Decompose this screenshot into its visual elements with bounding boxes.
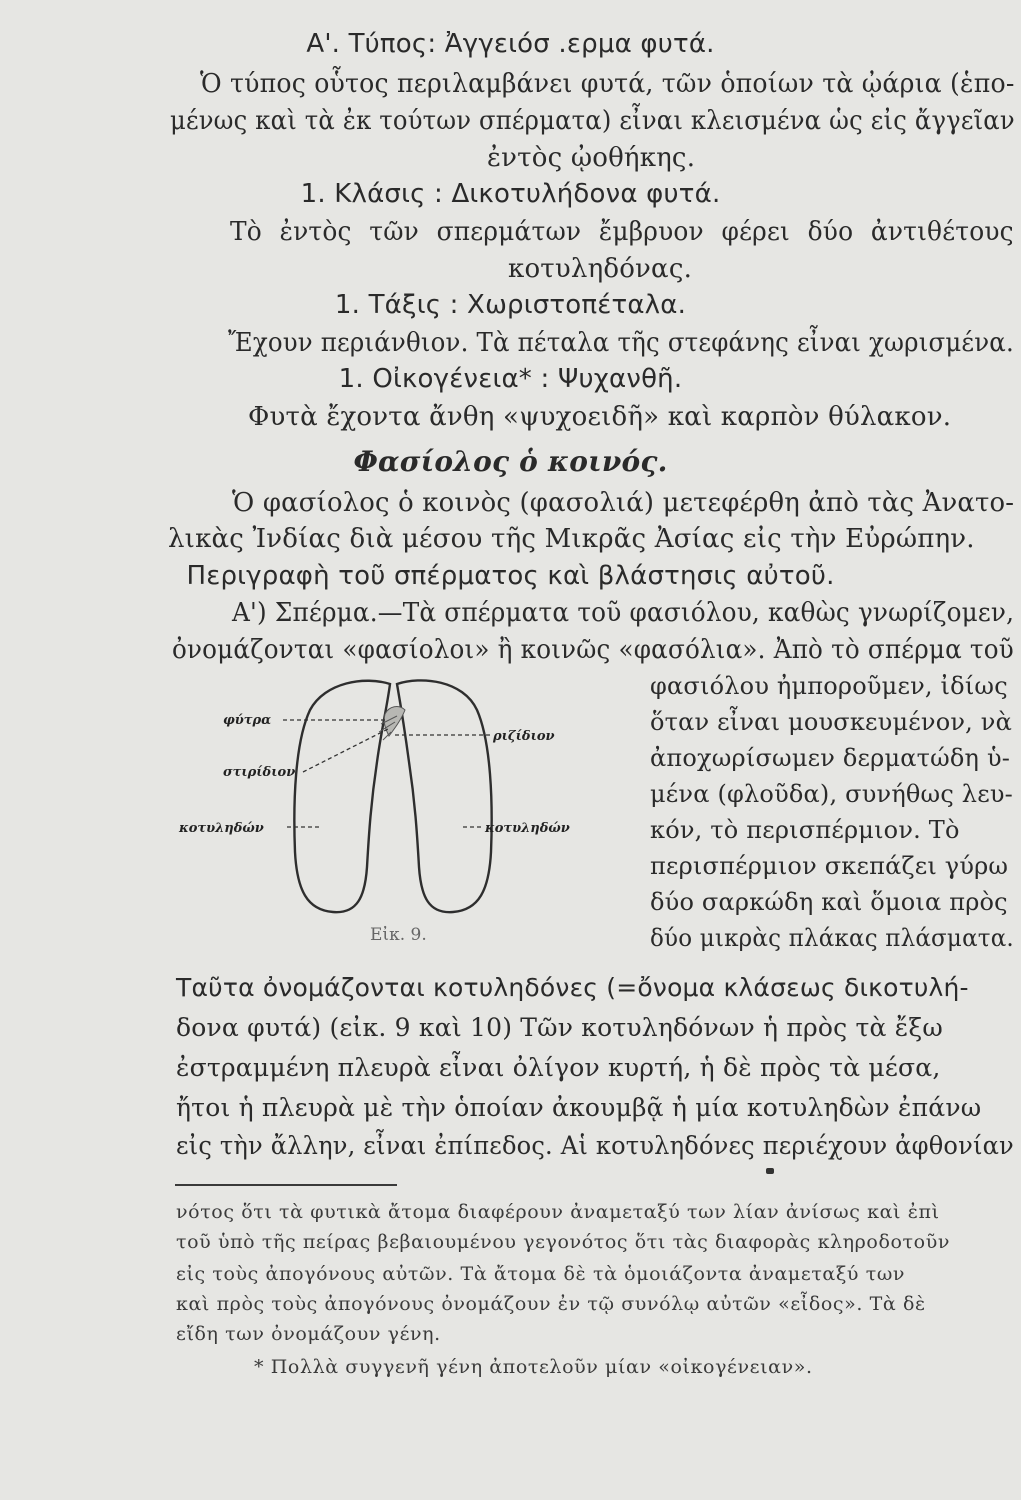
footnote-line-3: εἰς τοὺς ἀπογόνους αὐτῶν. Τὰ ἄτομα δὲ τὰ ὁμοιάζοντα ἀναμεταξύ των [176, 1263, 906, 1285]
section-title: Περιγραφὴ τοῦ σπέρματος καὶ βλάστησις αὐτοῦ. [186, 561, 835, 591]
order-heading: 1. Τάξις : Χωριστοπέταλα. [334, 290, 687, 320]
footnote-line-2: τοῦ ὑπὸ τῆς πείρας βεβαιουμένου γεγονότος ὅτι τὰς διαφορὰς κληροδοτοῦν [176, 1231, 951, 1253]
seed-rest-line-5: εἰς τὴν ἄλλην, εἶναι ἐπίπεδος. Αἱ κοτυληδόνες περιέχουν ἀφθονίαν [176, 1131, 1014, 1160]
type-heading: Α'. Τύπος: Ἀγγειόσ .ερμα φυτά. [306, 29, 715, 59]
figure-caption: Εἰκ. 9. [370, 925, 427, 945]
footnote-line-5: εἴδη των ὀνομάζουν γένη. [176, 1323, 441, 1345]
class-desc-line-2: κοτυληδόνας. [508, 254, 693, 284]
seed-side-line-4: μένα (φλοῦδα), συνήθως λευ- [650, 780, 1013, 808]
seed-diagram-svg [179, 662, 645, 952]
left-cotyledon-outline [294, 681, 390, 912]
seed-side-line-1: φασιόλου ἠμποροῦμεν, ἰδίως [650, 672, 1008, 700]
class-heading: 1. Κλάσις : Δικοτυλήδονα φυτά. [300, 179, 721, 209]
footnote-line-1: νότος ὅτι τὰ φυτικὰ ἄτομα διαφέρουν ἀναμεταξύ των λίαν ἀνίσως καὶ ἐπὶ [176, 1201, 940, 1223]
label-kot-right: κοτυληδών [485, 821, 570, 836]
order-desc: Ἔχουν περιάνθιον. Τὰ πέταλα τῆς στεφάνης εἶναι χωρισμένα. [228, 328, 1014, 358]
footnote-line-4: καὶ πρὸς τοὺς ἀπογόνους ὀνομάζουν ἐν τῷ συνόλῳ αὐτῶν «εἶδος». Τὰ δὲ [176, 1293, 926, 1315]
family-desc: Φυτὰ ἔχοντα ἄνθη «ψυχοειδῆ» καὶ καρπὸν θύλακον. [248, 402, 952, 432]
figure-9-seed-diagram [179, 662, 645, 952]
species-intro-line-1: Ὁ φασίολος ὁ κοινὸς (φασολιά) μετεφέρθη ἀπὸ τὰς Ἀνατο- [232, 488, 1015, 518]
intro-text-1: Ὁ τύπος οὗτος περιλαμβάνει φυτά, τῶν ὁποίων τὰ ᾠάρια (ἑπο- [200, 69, 1015, 99]
intro-line-3: ἐντὸς ᾠοθήκης. [487, 143, 696, 173]
seed-side-line-5: κόν, τὸ περισπέρμιον. Τὸ [650, 816, 960, 844]
seed-side-line-3: ἀποχωρίσωμεν δερματώδη ὑ- [650, 744, 1011, 772]
label-stir: στιρίδιον [223, 765, 296, 780]
right-cotyledon-outline [397, 680, 492, 912]
seed-para-line-1: Α') Σπέρμα.—Τὰ σπέρματα τοῦ φασιόλου, καθὼς γνωρίζομεν, [232, 598, 1015, 628]
seed-side-line-6: περισπέρμιον σκεπάζει γύρω [650, 852, 1009, 880]
label-kot-left: κοτυληδών [179, 821, 264, 836]
seed-side-line-7: δύο σαρκώδη καὶ ὅμοια πρὸς [650, 888, 1008, 916]
footnote-rule [175, 1184, 397, 1186]
label-phytra: φύτρα [223, 713, 272, 728]
seed-side-line-8: δύο μικρὰς πλάκας πλάσματα. [650, 924, 1014, 952]
intro-text-2: μένως καὶ τὰ ἐκ τούτων σπέρματα) εἶναι κλεισμένα ὡς εἰς ἄγγεῖαν [170, 106, 1015, 136]
seed-rest-line-1: Ταῦτα ὀνομάζονται κοτυληδόνες (=ὄνομα κλάσεως δικοτυλή- [176, 973, 969, 1002]
species-intro-line-2: λικὰς Ἰνδίας διὰ μέσου τῆς Μικρᾶς Ἀσίας εἰς τὴν Εὐρώπην. [168, 524, 975, 554]
seed-rest-line-4: ἤτοι ἡ πλευρὰ μὲ τὴν ὁποίαν ἀκουμβᾷ ἡ μία κοτυληδὼν ἐπάνω [176, 1093, 982, 1122]
family-heading: 1. Οἰκογένεια* : Ψυχανθῆ. [338, 364, 683, 394]
seed-rest-line-3: ἐστραμμένη πλευρὰ εἶναι ὀλίγον κυρτή, ἡ δὲ πρὸς τὰ μέσα, [176, 1053, 941, 1082]
class-desc-line-1: Τὸ ἐντὸς τῶν σπερμάτων ἔμβρυον φέρει δύο ἀντιθέτους [230, 217, 1014, 247]
ink-mark [766, 1168, 774, 1174]
footnote-star: * Πολλὰ συγγενῆ γένη ἀποτελοῦν μίαν «οἰκογένειαν». [254, 1356, 813, 1378]
species-title: Φασίολος ὁ κοινός. [353, 445, 668, 478]
label-riz: ριζίδιον [493, 729, 555, 744]
seed-para-line-2: ὀνομάζονται «φασίολοι» ἢ κοινῶς «φασόλια». Ἀπὸ τὸ σπέρμα τοῦ [172, 635, 1014, 665]
intro-line-1 [200, 68, 1015, 100]
seed-side-line-2: ὅταν εἶναι μουσκευμένον, νὰ [650, 708, 1012, 736]
intro-line-2 [170, 105, 1015, 137]
seed-rest-line-2: δονα φυτά) (εἰκ. 9 καὶ 10) Τῶν κοτυληδόνων ἡ πρὸς τὰ ἔξω [176, 1013, 943, 1042]
